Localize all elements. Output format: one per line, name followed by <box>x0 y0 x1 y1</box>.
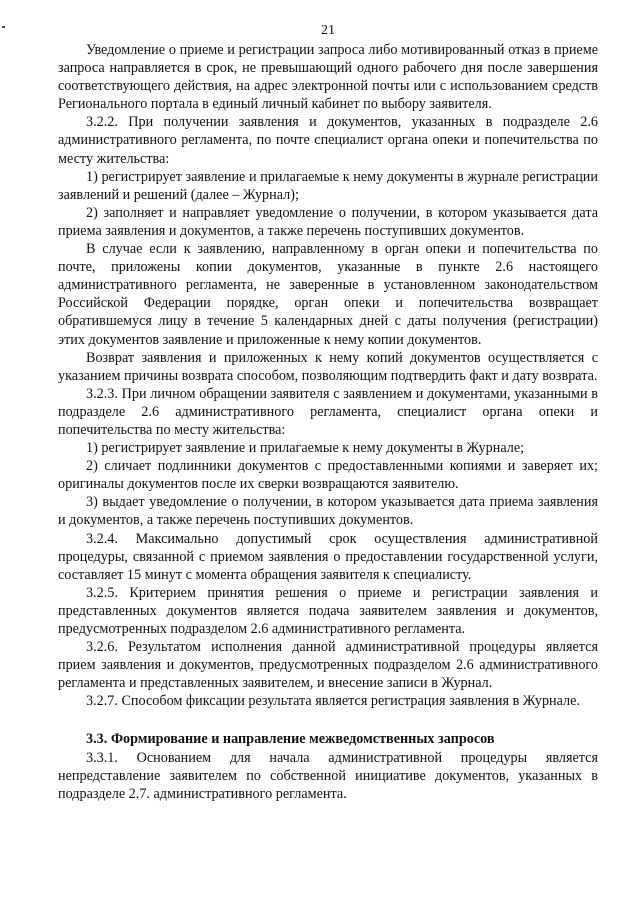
paragraph-3-2-4: 3.2.4. Максимально допустимый срок осуществления административной процедуры, связанной с приемом заявления о предоставлении государственной услуги, составляет 15 минут с момента обращения заявителя к специалисту. <box>58 530 598 583</box>
paragraph-return-of-application: Возврат заявления и приложенных к нему копий документов осуществляется с указанием причины возврата способом, позволяющим подтвердить факт и дату возврата. <box>58 349 598 384</box>
list-item-register-journal: 1) регистрирует заявление и прилагаемые к нему документы в журнале регистрации заявлений и решений (далее – Журнал); <box>58 168 598 203</box>
list-item-issue-notification: 3) выдает уведомление о получении, в котором указывается дата приема заявления и документов, а также перечень поступивших документов. <box>58 494 598 529</box>
paragraph-3-2-2: 3.2.2. При получении заявления и документов, указанных в подразделе 2.6 административного регламента, по почте специалист органа опеки и попечительства по месту жительства: <box>58 114 598 167</box>
paragraph-3-2-7: 3.2.7. Способом фиксации результата является регистрация заявления в Журнале. <box>86 693 580 710</box>
scan-edge-mark <box>2 26 5 28</box>
paragraph-notification-deadline: Уведомление о приеме и регистрации запроса либо мотивированный отказ в приеме запроса направляется в срок, не превышающий одного рабочего дня после завершения соответствующего действия, на адрес электронной почты или с использованием средств Регионального портала в единый личный кабинет по выбору заявителя. <box>58 42 598 113</box>
paragraph-3-2-3: 3.2.3. При личном обращении заявителя с заявлением и документами, указанными в подразделе 2.6 административного регламента, специалист органа опеки и попечительства по месту жительства: <box>58 385 598 438</box>
document-page <box>58 22 598 803</box>
list-item-send-notification: 2) заполняет и направляет уведомление о получении, в котором указывается дата приема заявления и документов, а также перечень поступивших документов. <box>58 204 598 239</box>
paragraph-3-3-1: 3.3.1. Основанием для начала административной процедуры является непредставление заявителем по собственной инициативе документов, указанных в подразделе 2.7. административного регламента. <box>58 749 598 802</box>
paragraph-3-2-5: 3.2.5. Критерием принятия решения о приеме и регистрации заявления и представленных документов является подача заявителем заявления и документов, предусмотренных подразделом 2.6 административного регламента. <box>58 584 598 637</box>
section-heading-3-3: 3.3. Формирование и направление межведомственных запросов <box>86 731 495 748</box>
page-number: 21 <box>321 23 335 38</box>
list-item-verify-originals: 2) сличает подлинники документов с предоставленными копиями и заверяет их; оригиналы документов после их сверки возвращаются заявителю. <box>58 458 598 493</box>
list-item-register-in-journal: 1) регистрирует заявление и прилагаемые к нему документы в Журнале; <box>86 440 525 457</box>
paragraph-3-2-6: 3.2.6. Результатом исполнения данной административной процедуры является прием заявления и документов, предусмотренных подразделом 2.6 административного регламента и представленных заявителем, и внесение записи в Журнал. <box>58 639 598 692</box>
document-body <box>58 41 598 803</box>
paragraph-uncertified-copies: В случае если к заявлению, направленному в орган опеки и попечительства по почте, приложены копии документов, указанные в пункте 2.6 настоящего административного регламента, не заверенные в установленном законодательством Российской Федерации порядке, орган опеки и попечительства возвращает обратившемуся лицу в течение 5 календарных дней с даты получения (регистрации) этих документов заявление и приложенные к нему копии документов. <box>58 241 598 348</box>
